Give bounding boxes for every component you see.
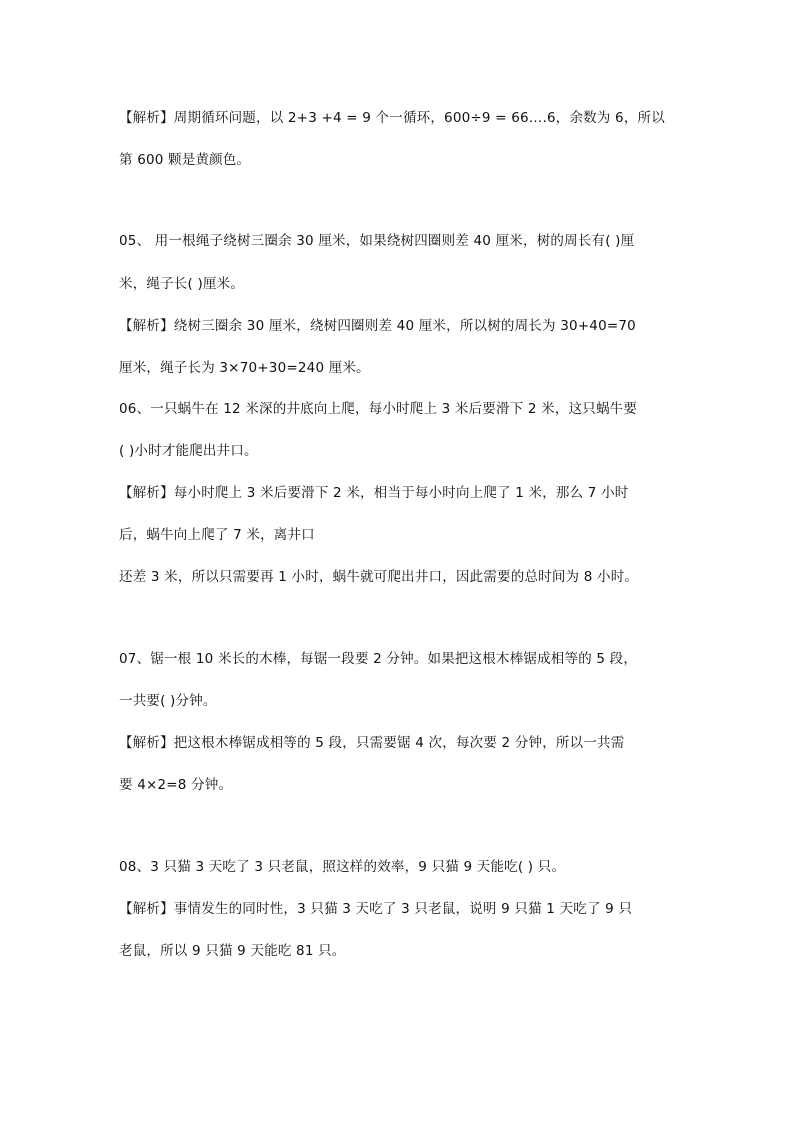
text-line-18: 老鼠，所以 9 只猫 9 天能吃 81 只。: [119, 943, 346, 959]
text-line-7: 06、一只蜗牛在 12 米深的井底向上爬，每小时爬上 3 米后要滑下 2 米，这只蜗牛要: [119, 401, 638, 417]
text-line-11: 还差 3 米，所以只需要再 1 小时，蜗牛就可爬出井口，因此需要的总时间为 8 小时。: [119, 569, 639, 585]
text-line-15: 要 4×2=8 分钟。: [119, 777, 233, 793]
text-line-8: ( )小时才能爬出井口。: [119, 443, 258, 459]
text-line-1: 【解析】周期循环问题，以 2+3 +4 = 9 个一循环，600÷9 = 66….6，余数为 6，所以: [119, 110, 665, 126]
text-line-12: 07、锯一根 10 米长的木棒，每锯一段要 2 分钟。如果把这根木棒锯成相等的 5 段，: [119, 651, 638, 667]
text-line-6: 厘米，绳子长为 3×70+30=240 厘米。: [119, 360, 370, 376]
text-line-16: 08、3 只猫 3 天吃了 3 只老鼠，照这样的效率，9 只猫 9 天能吃( ) 只。: [119, 859, 566, 875]
text-line-13: 一共要( )分钟。: [119, 693, 217, 709]
text-line-9: 【解析】每小时爬上 3 米后要滑下 2 米，相当于每小时向上爬了 1 米，那么 7 小时: [119, 485, 629, 501]
text-line-10: 后，蜗牛向上爬了 7 米，离井口: [119, 527, 315, 543]
text-line-14: 【解析】把这根木棒锯成相等的 5 段，只需要锯 4 次，每次要 2 分钟，所以一共需: [119, 735, 625, 751]
text-line-4: 米，绳子长( )厘米。: [119, 276, 245, 292]
text-line-3: 05、 用一根绳子绕树三圈余 30 厘米，如果绕树四圈则差 40 厘米，树的周长有( )厘: [119, 233, 635, 249]
text-line-5: 【解析】绕树三圈余 30 厘米，绕树四圈则差 40 厘米，所以树的周长为 30+40=70: [119, 318, 636, 334]
text-line-17: 【解析】事情发生的同时性，3 只猫 3 天吃了 3 只老鼠，说明 9 只猫 1 天吃了 9 只: [119, 901, 633, 917]
text-line-2: 第 600 颗是黄颜色。: [119, 152, 251, 168]
